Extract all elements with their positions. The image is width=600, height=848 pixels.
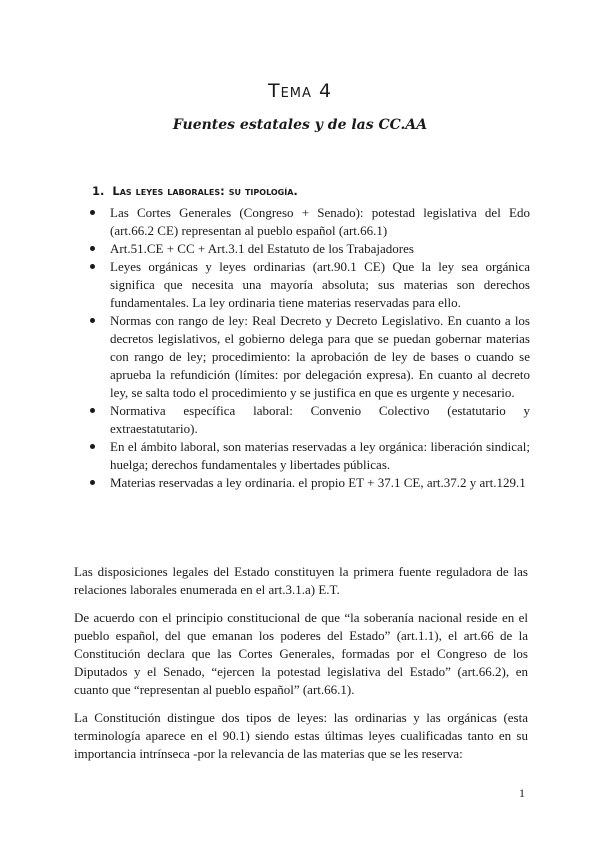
- paragraph: Las disposiciones legales del Estado constituyen la primera fuente reguladora de las relaciones laborales enumerada en el art.3.1.a) E.T.: [74, 564, 528, 597]
- body-text: [74, 563, 528, 773]
- list-item: Materias reservadas a ley ordinaria. el propio ET + 37.1 CE, art.37.2 y art.129.1: [84, 474, 530, 492]
- list-item: Normativa específica laboral: Convenio Colectivo (estatutario y extraestatutario).: [84, 402, 530, 438]
- section-number: 1.: [92, 184, 105, 198]
- page-number: 1: [519, 786, 525, 800]
- list-item: Las Cortes Generales (Congreso + Senado): potestad legislativa del Edo (art.66.2 CE) representan al pueblo español (art.66.1): [84, 204, 530, 240]
- list-item: Normas con rango de ley: Real Decreto y Decreto Legislativo. En cuanto a los decretos legislativos, el gobierno delega para que se puedan gobernar materias con rango de ley; procedimiento: la aprobación de ley de bases o cuando se aprueba la refundición (límites: por delegación expresa). En cuanto al decreto ley, se salta todo el procedimiento y se justifica en que es urgente y necesario.: [84, 312, 530, 402]
- section-heading: [92, 184, 298, 198]
- list-item: Art.51.CE + CC + Art.3.1 del Estatuto de los Trabajadores: [84, 240, 530, 258]
- list-item: Leyes orgánicas y leyes ordinarias (art.90.1 CE) Que la ley sea orgánica significa que necesita una mayoría absoluta; sus materias son derechos fundamentales. La ley ordinaria tiene materias reservadas para ello.: [84, 258, 530, 312]
- list-item: En el ámbito laboral, son materias reservadas a ley orgánica: liberación sindical; huelga; derechos fundamentales y libertades públicas.: [84, 438, 530, 474]
- paragraph: De acuerdo con el principio constitucional de que “la soberanía nacional reside en el pueblo español, del que emanan los poderes del Estado” (art.1.1), el art.66 de la Constitución declara que las Cortes Generales, formadas por el Congreso de los Diputados y el Senado, “ejercen la potestad legislativa del Estado” (art.66.2), en cuanto que “representan al pueblo español” (art.66.1).: [74, 610, 528, 697]
- document-subtitle: Fuentes estatales y de las CC.AA: [172, 117, 428, 133]
- paragraph: La Constitución distingue dos tipos de leyes: las ordinarias y las orgánicas (esta terminología aparece en el 90.1) siendo estas últimas leyes cualificadas tanto en su importancia intrínseca -por la relevancia de las materias que se les reserva:: [74, 710, 528, 761]
- section-title: Las leyes laborales: su tipología.: [112, 184, 298, 198]
- bullet-list: [84, 204, 530, 492]
- document-title: Tema 4: [267, 80, 333, 102]
